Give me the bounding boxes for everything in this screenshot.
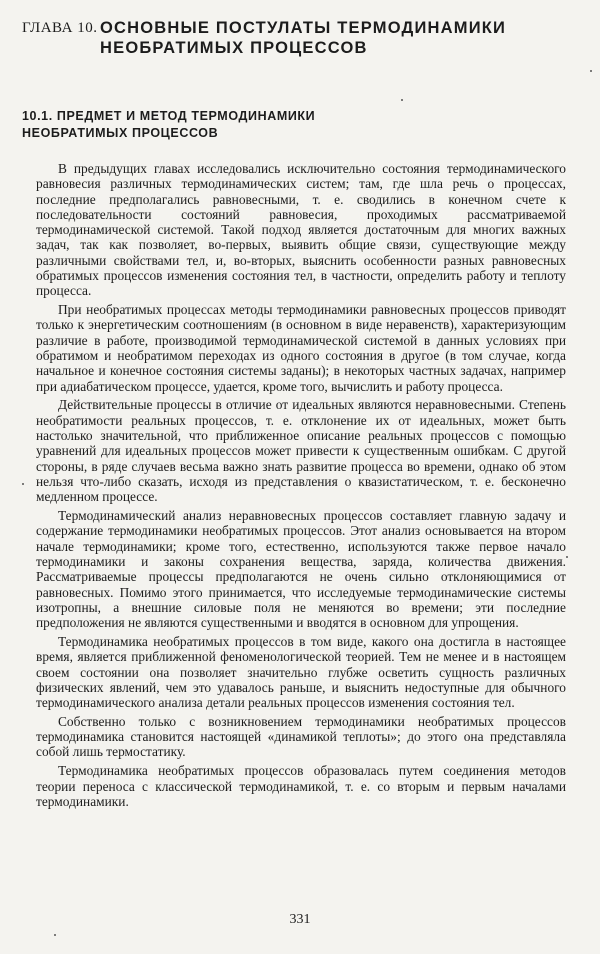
- section-heading: [22, 108, 422, 142]
- section-title-line-2: НЕОБРАТИМЫХ ПРОЦЕССОВ: [22, 126, 219, 140]
- chapter-title: [100, 18, 570, 58]
- paragraph: Термодинамический анализ неравновесных процессов составляет главную задачу и содержание термодинамики необратимых процессов. Этот анализ основывается на втором начале термодинамики; кроме того, естественно, используются также первое начало термодинамики и законы сохранения вещества, заряда, количества движения. Рассматриваемые процессы предполагаются не очень сильно отклоняющимися от равновесных. Помимо этого принимается, что исследуемые термодинамические системы изотропны, а внешние силовые поля не меняются во времени; эти последние предположения не являются существенными и вводятся в основном для упрощения.: [36, 508, 566, 631]
- body-text: [36, 161, 566, 813]
- paragraph: Собственно только с возникновением термодинамики необратимых процессов термодинамика становится настоящей «динамикой теплоты»; до этого она представляла собой лишь термостатику.: [36, 713, 566, 760]
- print-speck: [54, 934, 56, 936]
- paragraph: При необратимых процессах методы термодинамики равновесных процессов приводят только к энергетическим соотношениям (в основном в виде неравенств), характеризующим различие в работе, производимой термодинамической системой в данных условиях при обратимом и необратимом переходах из одного состояния в другое (в том случае, когда начальное и конечное состояния системы заданы); в некоторых частных задачах, например при адиабатическом процессе, удается, кроме того, вычислить и работу процесса.: [36, 302, 566, 394]
- print-speck: [590, 70, 592, 72]
- page-number: 331: [289, 912, 311, 927]
- print-speck: [401, 99, 403, 101]
- chapter-title-line-1: ОСНОВНЫЕ ПОСТУЛАТЫ ТЕРМОДИНАМИКИ: [100, 19, 507, 37]
- chapter-title-line-2: НЕОБРАТИМЫХ ПРОЦЕССОВ: [100, 39, 368, 57]
- paragraph: Термодинамика необратимых процессов образовалась путем соединения методов теории переноса с классической термодинамикой, т. е. со вторым и первым началами термодинамики.: [36, 763, 566, 809]
- section-title-line-1: 10.1. ПРЕДМЕТ И МЕТОД ТЕРМОДИНАМИКИ: [22, 109, 316, 123]
- chapter-label: ГЛАВА 10.: [22, 20, 98, 36]
- paragraph: Действительные процессы в отличие от идеальных являются неравновесными. Степень необратимости реальных процессов, т. е. отклонение их от идеальных, может быть настолько значительной, что приближенное описание реальных процессов с помощью уравнений для идеальных процессов может привести к существенным ошибкам. С другой стороны, в ряде случаев весьма важно знать развитие процесса во времени, однако об этом нельзя что-либо сказать, исходя из представления о квазистатическом, т. е. бесконечно медленном процессе.: [36, 397, 566, 505]
- paragraph: В предыдущих главах исследовались исключительно состояния термодинамического равновесия различных термодинамических систем; там, где шла речь о процессах, последние предполагались равновесными, т. е. сводились в конечном счете к последовательности состояний равновесия, проходимых рассматриваемой термодинамической системой. Такой подход является достаточным для многих важных задач, так как позволяет, во-первых, выявить общие связи, существующие между различными свойствами тел, и, во-вторых, выяснить особенности разных равновесных обратимых процессов изменения состояния тел, в частности, определить работу и теплоту процесса.: [36, 161, 566, 299]
- print-speck: [22, 483, 24, 485]
- paragraph: Термодинамика необратимых процессов в том виде, какого она достигла в настоящее время, является приближенной феноменологической теорией. Тем не менее и в настоящем своем состоянии она позволяет значительно глубже осветить сущность различных физических явлений, чем это удавалось раньше, и выяснить недоступные для обычного термодинамического анализа детали реальных процессов изменения состояния тел.: [36, 633, 566, 711]
- print-speck: [566, 556, 568, 558]
